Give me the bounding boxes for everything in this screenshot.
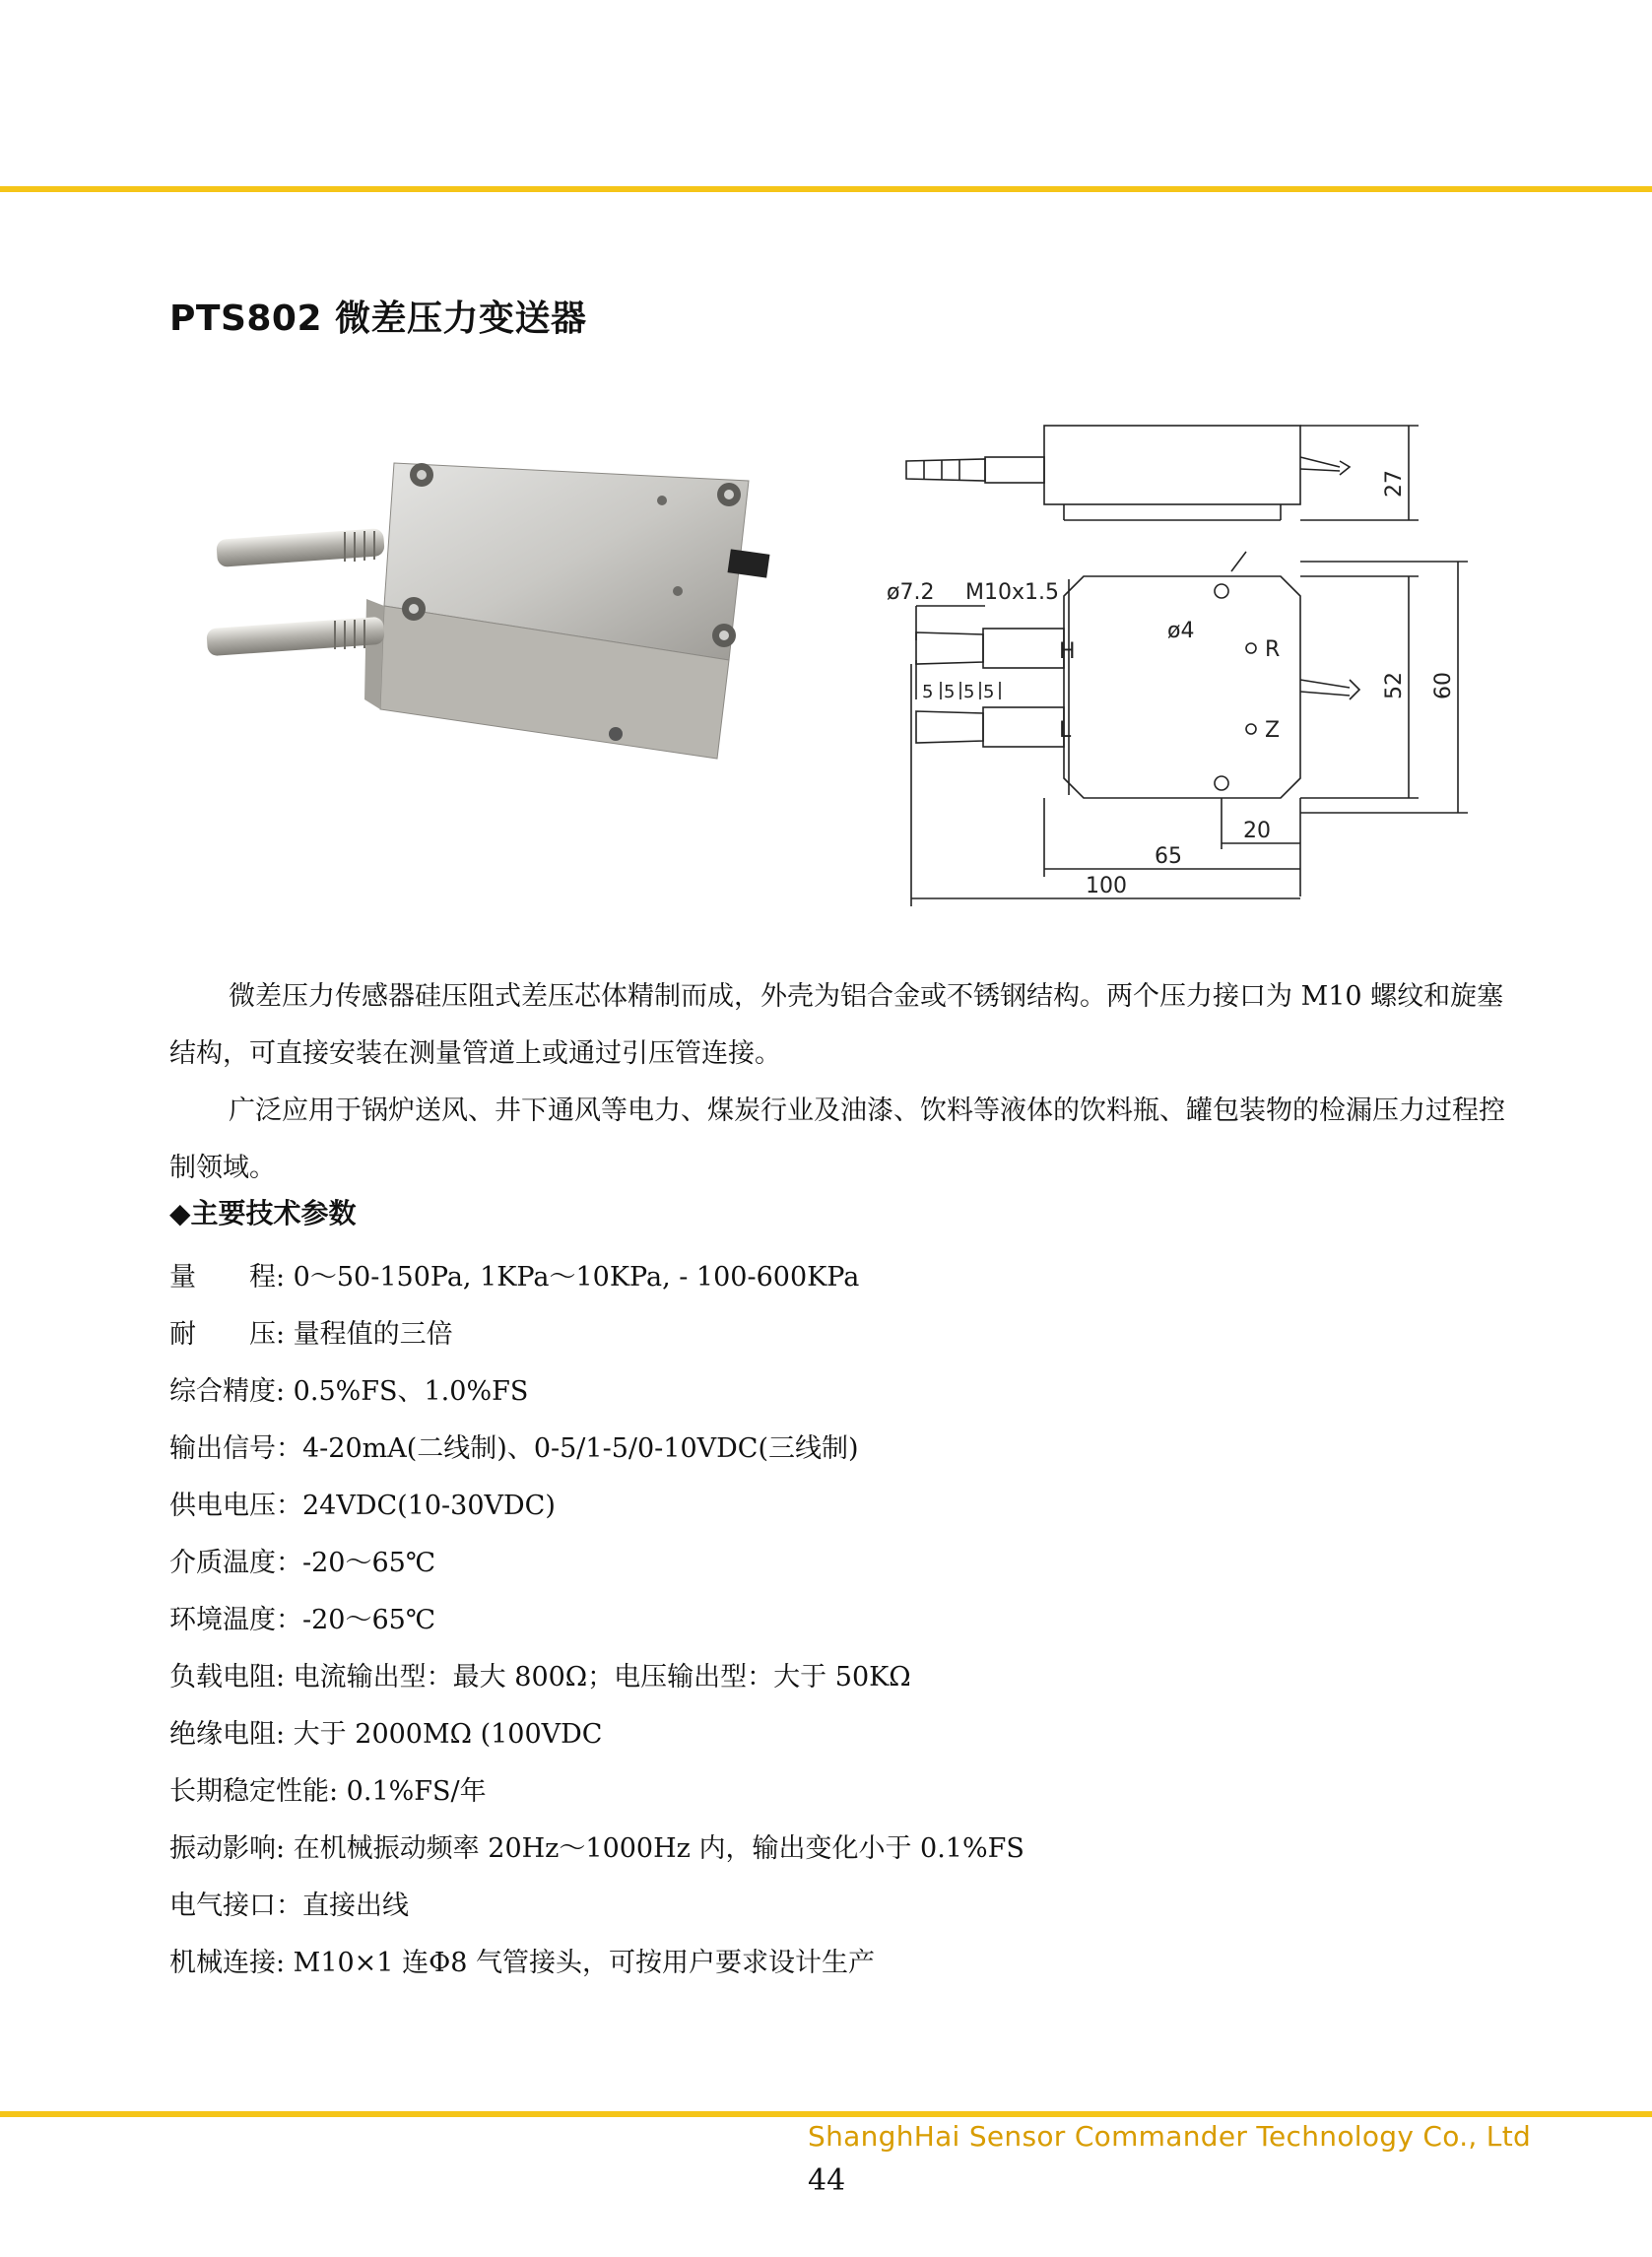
section-title: ◆主要技术参数 — [169, 1197, 357, 1229]
bottom-rule — [0, 2111, 1652, 2117]
dim-100: 100 — [1086, 874, 1127, 898]
spec-mechanical: 机械连接: M10×1 连Φ8 气管接头，可按用户要求设计生产 — [169, 1948, 875, 1978]
page-number: 44 — [808, 2163, 846, 2198]
dim-phi4: ø4 — [1167, 619, 1195, 643]
page-title: PTS802 微差压力变送器 — [169, 299, 587, 339]
dim-27: 27 — [1382, 470, 1407, 498]
spec-range: 量 程: 0～50-150Pa, 1KPa～10KPa, - 100-600KPa — [169, 1262, 860, 1293]
spec-stability: 长期稳定性能: 0.1%FS/年 — [169, 1776, 487, 1807]
dim-60: 60 — [1431, 672, 1456, 699]
terminal-z-label: Z — [1265, 718, 1281, 743]
dim-5b: 5 — [944, 682, 956, 702]
footer-company: ShanghHai Sensor Commander Technology Co., Ltd — [808, 2120, 1532, 2153]
product-photo — [197, 433, 808, 788]
dim-5a: 5 — [922, 682, 934, 702]
dim-5d: 5 — [983, 682, 995, 702]
spec-vibration: 振动影响: 在机械振动频率 20Hz～1000Hz 内，输出变化小于 0.1%FS — [169, 1833, 1024, 1864]
intro-paragraph-2: 广泛应用于锅炉送风、井下通风等电力、煤炭行业及油漆、饮料等液体的饮料瓶、罐包装物的检漏压力过程控制领域。 — [169, 1095, 1505, 1183]
spec-accuracy: 综合精度: 0.5%FS、1.0%FS — [169, 1376, 529, 1407]
dim-52: 52 — [1382, 672, 1407, 699]
dimension-drawing — [867, 404, 1478, 916]
spec-overpressure: 耐 压: 量程值的三倍 — [169, 1319, 453, 1350]
intro-text — [169, 968, 1509, 1197]
dim-thread: M10x1.5 — [965, 580, 1059, 605]
intro-paragraph-1: 微差压力传感器硅压阻式差压芯体精制而成，外壳为铝合金或不锈钢结构。两个压力接口为 M10 螺纹和旋塞结构，可直接安装在测量管道上或通过引压管连接。 — [169, 981, 1504, 1069]
spec-list — [169, 1249, 1024, 1992]
spec-insulation: 绝缘电阻: 大于 2000MΩ (100VDC — [169, 1719, 603, 1750]
dim-phi72: ø7.2 — [887, 580, 935, 605]
spec-ambient-temp: 环境温度：-20～65℃ — [169, 1605, 436, 1635]
port-h-label: H — [1059, 639, 1076, 664]
spec-output: 输出信号：4-20mA(二线制)、0-5/1-5/0-10VDC(三线制) — [169, 1433, 859, 1464]
spec-electrical: 电气接口：直接出线 — [169, 1891, 409, 1921]
front-view-body — [1064, 576, 1300, 798]
dim-65: 65 — [1155, 844, 1182, 869]
spec-media-temp: 介质温度：-20～65℃ — [169, 1548, 436, 1578]
dim-20: 20 — [1243, 819, 1271, 843]
port-l-label: L — [1059, 718, 1072, 743]
top-rule — [0, 186, 1652, 192]
dim-5c: 5 — [963, 682, 975, 702]
side-view-body — [1044, 426, 1300, 504]
terminal-r-label: R — [1265, 637, 1281, 662]
spec-supply: 供电电压：24VDC(10-30VDC) — [169, 1491, 556, 1521]
spec-load: 负载电阻: 电流输出型：最大 800Ω；电压输出型：大于 50KΩ — [169, 1662, 911, 1693]
